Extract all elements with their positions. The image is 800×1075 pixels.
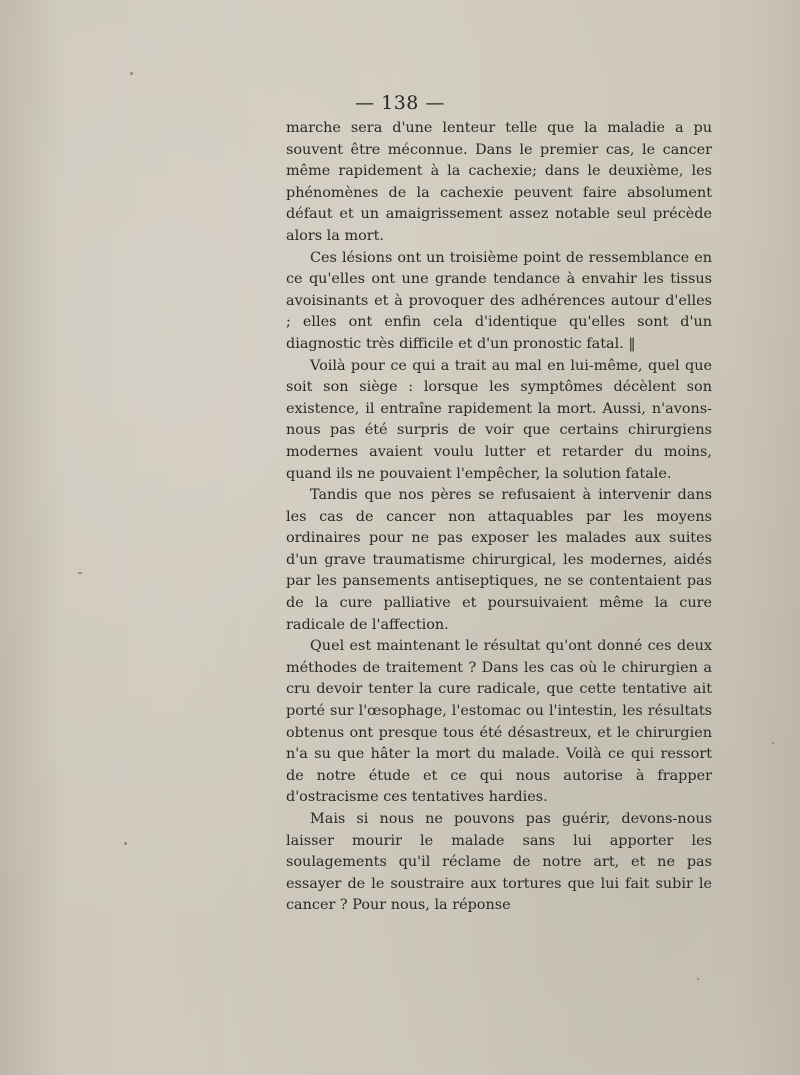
- paragraph-1: marche sera d'une lenteur telle que la maladie a pu souvent être méconnue. Dans le premier cas, le cancer même rapidement à la cachexie; dans le deuxième, les phénomènes de la cachexie peuvent faire absolument défaut et un amaigrissement assez notable seul précède alors la mort.: [286, 120, 712, 244]
- paper-speck: [130, 72, 133, 75]
- paper-speck: [697, 978, 699, 980]
- paper-speck: [772, 742, 774, 744]
- paragraph-5: Quel est maintenant le résultat qu'ont donné ces deux méthodes de traitement ? Dans les cas où le chirurgien a cru devoir tenter la cure radicale, que cette tentative ait porté sur l'œsophage, l'estomac ou l'intestin, les résultats obtenus ont presque tous été désastreux, et le chirurgien n'a su que hâter la mort du malade. Voilà ce qui ressort de notre étude et ce qui nous autorise à frapper d'ostracisme ces tentatives hardies.: [286, 638, 712, 806]
- paper-speck: [78, 572, 82, 574]
- paragraph-2: Ces lésions ont un troisième point de ressemblance en ce qu'elles ont une grande tendance à envahir les tissus avoisinants et à provoquer des adhérences autour d'elles ; elles ont enfin cela d'identique qu'elles sont d'un diagnostic très difficile et d'un pronostic fatal. ‖: [286, 249, 712, 352]
- body-text: [286, 118, 712, 917]
- paragraph-6: Mais si nous ne pouvons pas guérir, devons-nous laisser mourir le malade sans lui apporter les soulagements qu'il réclame de notre art, et ne pas essayer de le soustraire aux tortures que lui fait subir le cancer ? Pour nous, la réponse: [286, 811, 712, 914]
- paragraph-4: Tandis que nos pères se refusaient à intervenir dans les cas de cancer non attaquables par les moyens ordinaires pour ne pas exposer les malades aux suites d'un grave traumatisme chirurgical, les modernes, aidés par les pansements antiseptiques, ne se contentaient pas de la cure palliative et poursuivaient même la cure radicale de l'affection.: [286, 487, 712, 633]
- paragraph-3: Voilà pour ce qui a trait au mal en lui-même, quel que soit son siège : lorsque les symptômes décèlent son existence, il entraîne rapidement la mort. Aussi, n'avons-nous pas été surpris de voir que certains chirurgiens modernes avaient voulu lutter et retarder du moins, quand ils ne pouvaient l'empêcher, la solution fatale.: [286, 357, 712, 482]
- page-number: — 138 —: [355, 92, 445, 114]
- paper-speck: [124, 842, 127, 845]
